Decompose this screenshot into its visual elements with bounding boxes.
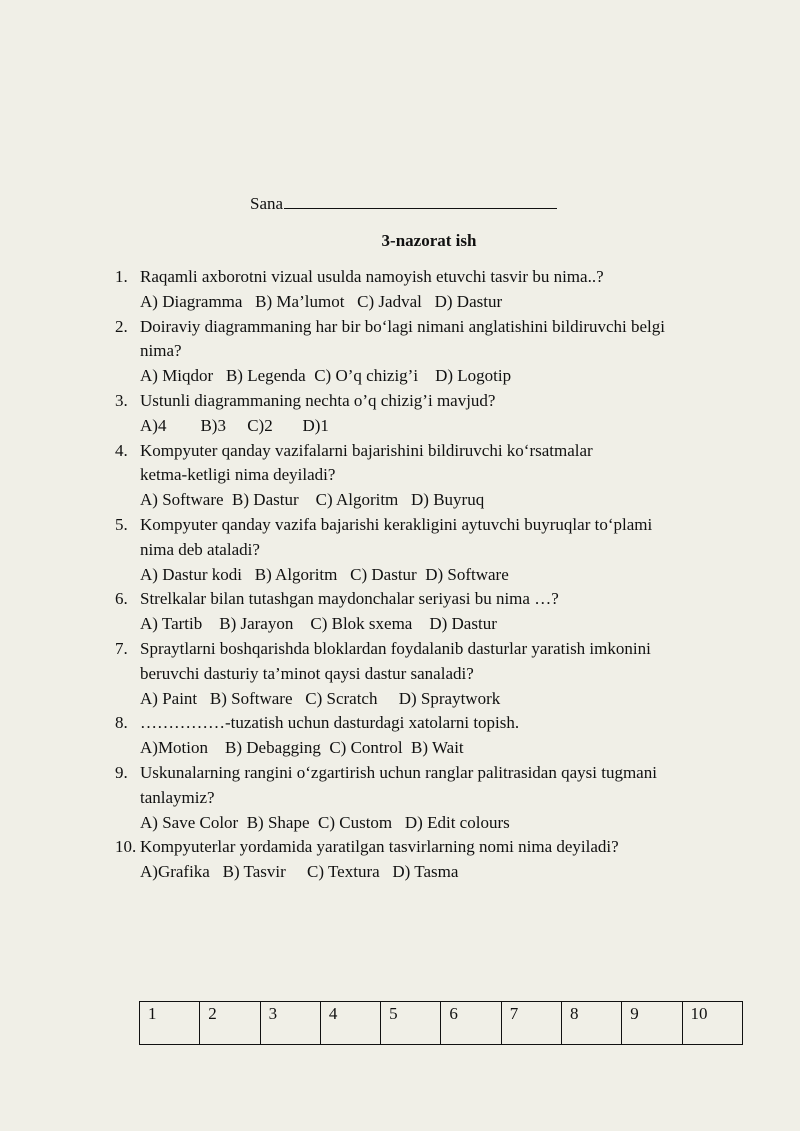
question-list — [115, 265, 735, 885]
question-item — [115, 265, 735, 315]
answer-grid-row — [140, 1002, 743, 1045]
question-text-line: Doiraviy diagrammaning har bir boʻlagi nimani anglatishini bildiruvchi belgi — [140, 316, 665, 336]
date-field — [250, 192, 557, 215]
question-number: 2. — [115, 316, 128, 336]
answer-options: A)Grafika B) Tasvir C) Textura D) Tasma — [140, 862, 459, 882]
question-number: 5. — [115, 514, 128, 534]
answer-options: A) Diagramma B) Ma’lumot C) Jadval D) Dastur — [140, 291, 503, 311]
question-text-line: Kompyuter qanday vazifa bajarishi kerakligini aytuvchi buyruqlar toʻplami — [140, 514, 653, 534]
answer-options: A) Dastur kodi B) Algoritm C) Dastur D) Software — [140, 564, 509, 584]
question-item — [115, 637, 735, 711]
question-text-line: Strelkalar bilan tutashgan maydonchalar seriyasi bu nima …? — [140, 589, 559, 609]
question-body — [140, 761, 735, 835]
question-text-line: beruvchi dasturiy ta’minot qaysi dastur sanaladi? — [140, 663, 474, 683]
answer-options: A)Motion B) Debagging C) Control B) Wait — [140, 738, 464, 758]
question-body — [140, 637, 735, 711]
answer-grid-cell: 3 — [260, 1002, 320, 1045]
question-text-line: Ustunli diagrammaning nechta o’q chizig’i mavjud? — [140, 390, 496, 410]
question-item — [115, 587, 735, 637]
question-number: 3. — [115, 390, 128, 410]
answer-options: A) Paint B) Software C) Scratch D) Spraytwork — [140, 688, 501, 708]
answer-options: A) Save Color B) Shape C) Custom D) Edit colours — [140, 812, 510, 832]
question-body — [140, 389, 735, 439]
question-body — [140, 587, 735, 637]
question-text-line: ……………-tuzatish uchun dasturdagi xatolarni topish. — [140, 713, 520, 733]
answer-grid-cell: 5 — [381, 1002, 441, 1045]
answer-options: A) Tartib B) Jarayon C) Blok sxema D) Dastur — [140, 614, 497, 634]
question-body — [140, 315, 735, 389]
question-body — [140, 835, 735, 885]
answer-options: A) Miqdor B) Legenda C) O’q chizig’i D) Logotip — [140, 366, 512, 386]
question-text-line: ketma-ketligi nima deyiladi? — [140, 465, 336, 485]
question-number: 4. — [115, 440, 128, 460]
question-item — [115, 761, 735, 835]
question-body — [140, 439, 735, 513]
answer-grid — [139, 1001, 743, 1045]
question-number: 9. — [115, 762, 128, 782]
question-item — [115, 315, 735, 389]
question-text-line: Raqamli axborotni vizual usulda namoyish etuvchi tasvir bu nima..? — [140, 267, 604, 286]
question-text-line: nima deb ataladi? — [140, 539, 260, 559]
answer-grid-cell: 2 — [200, 1002, 260, 1045]
question-text-line: tanlaymiz? — [140, 787, 215, 807]
answer-options: A)4 B)3 C)2 D)1 — [140, 415, 329, 435]
answer-grid-cell: 8 — [561, 1002, 621, 1045]
question-number: 1. — [115, 267, 128, 286]
answer-grid-cell: 9 — [622, 1002, 682, 1045]
question-number: 7. — [115, 638, 128, 658]
question-text-line: Kompyuterlar yordamida yaratilgan tasvirlarning nomi nima deyiladi? — [140, 837, 619, 857]
question-text-line: Spraytlarni boshqarishda bloklardan foydalanib dasturlar yaratish imkonini — [140, 638, 651, 658]
question-body — [140, 265, 735, 315]
answer-grid-cell: 1 — [140, 1002, 200, 1045]
question-text-line: nima? — [140, 341, 182, 361]
answer-grid-cell: 4 — [320, 1002, 380, 1045]
question-body — [140, 711, 735, 761]
date-label: Sana — [250, 194, 284, 213]
question-body — [140, 513, 735, 587]
question-item — [115, 439, 735, 513]
question-number: 10. — [115, 837, 137, 857]
question-item — [115, 513, 735, 587]
question-item — [115, 835, 735, 885]
question-item — [115, 711, 735, 761]
question-number: 6. — [115, 589, 128, 609]
answer-grid-cell: 6 — [441, 1002, 501, 1045]
question-number: 8. — [115, 713, 128, 733]
answer-grid-cell: 10 — [682, 1002, 742, 1045]
question-text-line: Kompyuter qanday vazifalarni bajarishini bildiruvchi koʻrsatmalar — [140, 440, 593, 460]
question-text-line: Uskunalarning rangini oʻzgartirish uchun ranglar palitrasidan qaysi tugmani — [140, 762, 657, 782]
question-item — [115, 389, 735, 439]
answer-grid-cell: 7 — [501, 1002, 561, 1045]
answer-options: A) Software B) Dastur C) Algoritm D) Buyruq — [140, 490, 485, 510]
date-blank-line — [284, 192, 557, 209]
page-title: 3-nazorat ish — [381, 231, 477, 250]
